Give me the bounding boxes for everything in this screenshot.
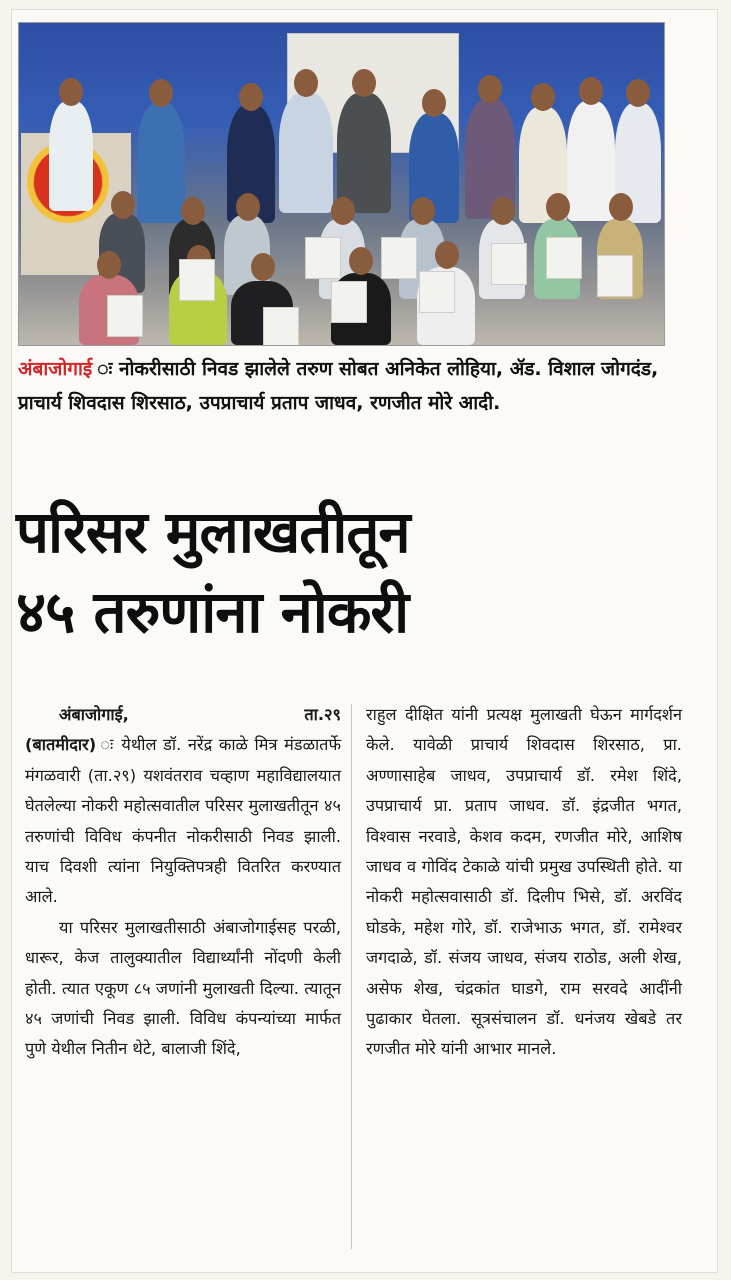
photo-person-head — [251, 253, 275, 281]
photo-person-head — [97, 251, 121, 279]
article-column-left — [25, 700, 341, 1065]
photo-person-head — [422, 89, 446, 117]
article-paragraph-3: राहुल दीक्षित यांनी प्रत्यक्ष मुलाखती घेऊन मार्गदर्शन केले. यावेळी प्राचार्य शिवदास शिरसाठ, प्रा. अण्णासाहेब जाधव, उपप्राचार्य डॉ. रमेश शिंदे, उपप्राचार्य प्रा. प्रताप जाधव. डॉ. इंद्रजीत भगत, विश्वास नरवाडे, केशव कदम, रणजीत मोरे, आशिष जाधव व गोविंद टेकाळे यांची प्रमुख उपस्थिती होते. या नोकरी महोत्सवासाठी डॉ. दिलीप भिसे, डॉ. अरविंद घोडके, महेश गोरे, डॉ. राजेभाऊ भगत, डॉ. रामेश्वर जगदाळे, डॉ. संजय जाधव, संजय राठोड, अली शेख, असेफ शेख, चंद्रकांत घाडगे, राम सरवदे आदींनी पुढाकार घेतला. सूत्रसंचालन डॉ. धनंजय खेबडे तर रणजीत मोरे यांनी आभार मानले. — [366, 705, 682, 1059]
photo-person-head — [491, 197, 515, 225]
headline-line-1: परिसर मुलाखतीतून — [16, 498, 410, 566]
article-paragraph-2: या परिसर मुलाखतीसाठी अंबाजोगाईसह परळी, धारूर, केज तालुक्यातील विद्यार्थ्यांनी नोंदणी केली होती. त्यात एकूण ८५ जणांनी मुलाखती दिल्या. त्यातून ४५ जणांची निवड झाली. विविध कंपन्यांच्या मार्फत पुणे येथील नितीन थेटे, बालाजी शिंदे, — [25, 917, 341, 1059]
photo-person-head — [626, 79, 650, 107]
photo-letter — [419, 271, 455, 313]
article-paragraph-1: ः येथील डॉ. नरेंद्र काळे मित्र मंडळातर्फे मंगळवारी (ता.२९) यशवंतराव चव्हाण महाविद्यालयात घेतलेल्या नोकरी महोत्सवातील परिसर मुलाखतीतून ४५ तरुणांची विविध कंपनीत नोकरीसाठी निवड झाली. याच दिवशी त्यांना नियुक्तिपत्रही वितरित करण्यात आले. — [25, 735, 341, 907]
photo-caption — [18, 352, 668, 420]
photo-person — [49, 101, 93, 211]
headline — [16, 492, 676, 652]
caption-separator: ः — [92, 358, 119, 380]
photo-person-head — [478, 75, 502, 103]
photo-person — [279, 93, 333, 213]
dateline-place: अंबाजोगाई, — [59, 705, 129, 724]
photo-person-head — [579, 77, 603, 105]
photo-person-head — [531, 83, 555, 111]
photo-letter — [491, 243, 527, 285]
photo-letter — [107, 295, 143, 337]
byline: (बातमीदार) — [25, 735, 97, 755]
photo-person-head — [331, 197, 355, 225]
news-photo — [18, 22, 665, 346]
photo-person-head — [59, 78, 83, 106]
photo-person — [337, 93, 391, 213]
photo-letter — [546, 237, 582, 279]
photo-person-head — [352, 69, 376, 97]
dateline-date: ता.२९ — [304, 705, 341, 724]
article-column-right — [366, 700, 682, 1065]
headline-line-2: ४५ तरुणांना नोकरी — [16, 578, 409, 646]
photo-person-head — [546, 193, 570, 221]
photo-letter — [597, 255, 633, 297]
photo-person-head — [236, 193, 260, 221]
photo-person-head — [294, 69, 318, 97]
photo-letter — [179, 259, 215, 301]
photo-person-head — [181, 197, 205, 225]
dateline — [25, 700, 341, 730]
article-paragraph — [25, 730, 341, 912]
column-divider — [351, 704, 352, 1249]
photo-letter — [263, 307, 299, 346]
photo-letter — [381, 237, 417, 279]
photo-person-head — [239, 83, 263, 111]
article-paragraph — [25, 913, 341, 1065]
photo-person — [567, 101, 615, 221]
photo-person-head — [609, 193, 633, 221]
photo-person-head — [435, 241, 459, 269]
caption-text: नोकरीसाठी निवड झालेले तरुण सोबत अनिकेत लोहिया, ॲड. विशाल जोगदंड, प्राचार्य शिवदास शिरसाठ, उपप्राचार्य प्रताप जाधव, रणजीत मोरे आदी. — [18, 358, 659, 414]
caption-place: अंबाजोगाई — [18, 358, 93, 380]
photo-person-head — [411, 197, 435, 225]
photo-letter — [331, 281, 367, 323]
photo-letter — [305, 237, 341, 279]
photo-person-head — [349, 247, 373, 275]
photo-person-head — [111, 191, 135, 219]
photo-person-head — [149, 79, 173, 107]
photo-person — [137, 103, 185, 223]
